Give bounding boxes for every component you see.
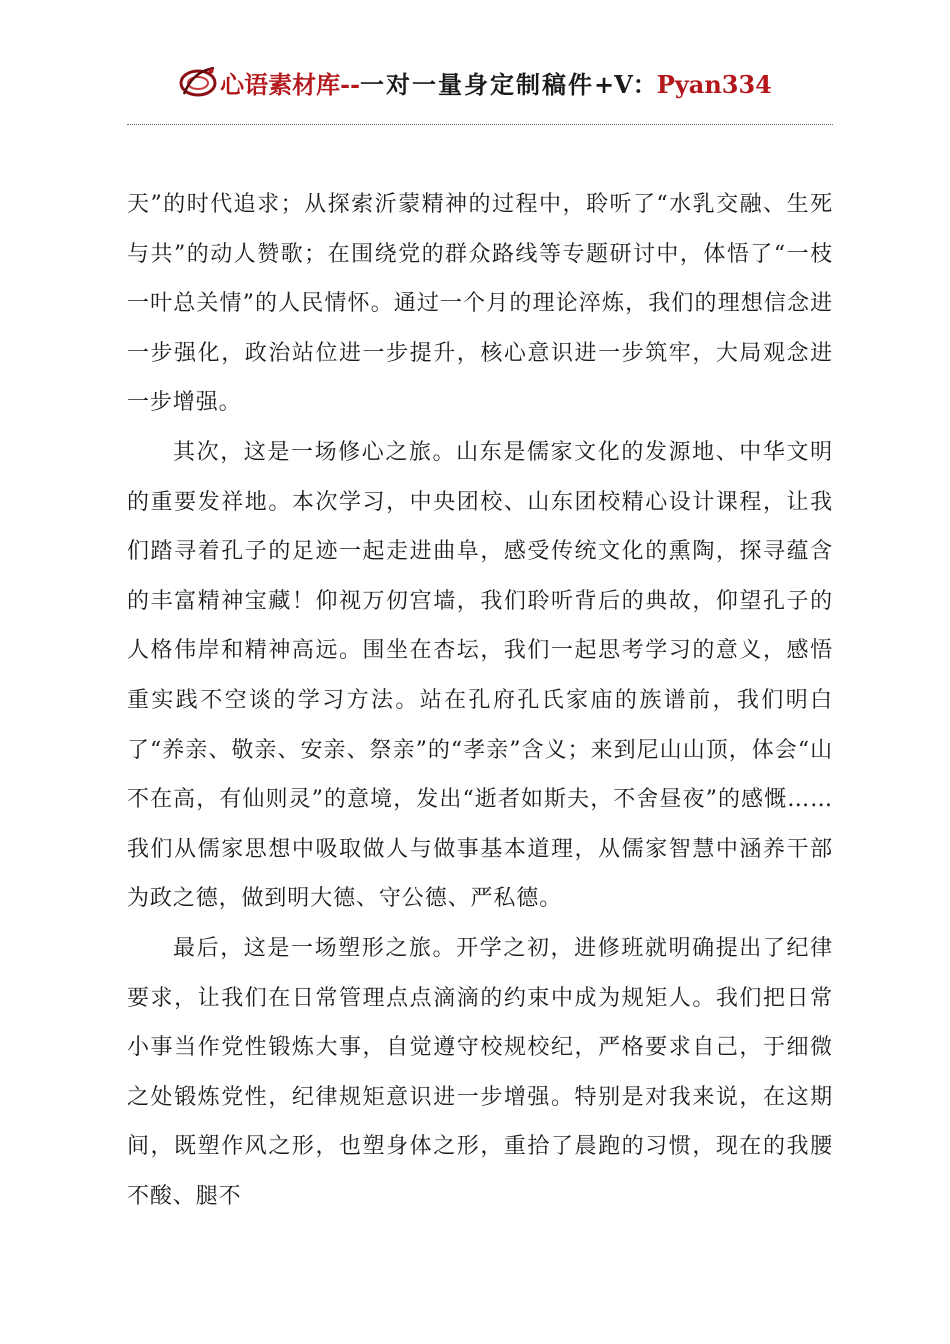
paragraph: 其次，这是一场修心之旅。山东是儒家文化的发源地、中华文明的重要发祥地。本次学习，中央团校、山东团校精心设计课程，让我们踏寻着孔子的足迹一起走进曲阜，感受传统文化的熏陶，探寻蕴含的丰富精神宝藏！仰视万仞宫墙，我们聆听背后的典故，仰望孔子的人格伟岸和精神高远。围坐在杏坛，我们一起思考学习的意义，感悟重实践不空谈的学习方法。站在孔府孔氏家庙的族谱前，我们明白了“养亲、敬亲、安亲、祭亲”的“孝亲”含义；来到尼山山顶，体会“山不在高，有仙则灵”的意境，发出“逝者如斯夫，不舍昼夜”的感慨……我们从儒家思想中吸取做人与做事基本道理，从儒家智慧中涵养干部为政之德，做到明大德、守公德、严私德。 — [127, 439, 833, 912]
header-separator: -- — [340, 69, 361, 99]
header-title — [220, 65, 772, 100]
header-contact-prefix: +V： — [594, 69, 657, 99]
paragraph: 天”的时代追求；从探索沂蒙精神的过程中，聆听了“水乳交融、生死与共”的动人赞歌；在围绕党的群众路线等专题研讨中，体悟了“一枝一叶总关情”的人民情怀。通过一个月的理论淬炼，我们的理想信念进一步强化，政治站位进一步提升，核心意识进一步筑牢，大局观念进一步增强。 — [127, 192, 833, 416]
page-header — [0, 62, 950, 102]
document-body — [127, 180, 833, 1221]
paragraph: 最后，这是一场塑形之旅。开学之初，进修班就明确提出了纪律要求，让我们在日常管理点点滴滴的约束中成为规矩人。我们把日常小事当作党性锻炼大事，自觉遵守校规校纪，严格要求自己，于细微之处锻炼党性，纪律规矩意识进一步增强。特别是对我来说，在这期间，既塑作风之形，也塑身体之形，重拾了晨跑的习惯，现在的我腰不酸、腿不 — [127, 935, 833, 1209]
brand-logo-icon — [178, 64, 218, 100]
header-tagline: 一对一量身定制稿件 — [360, 69, 595, 99]
header-wechat-id: Pyan334 — [656, 69, 772, 99]
header-brand: 心语素材库 — [220, 69, 341, 99]
header-divider — [127, 124, 833, 125]
